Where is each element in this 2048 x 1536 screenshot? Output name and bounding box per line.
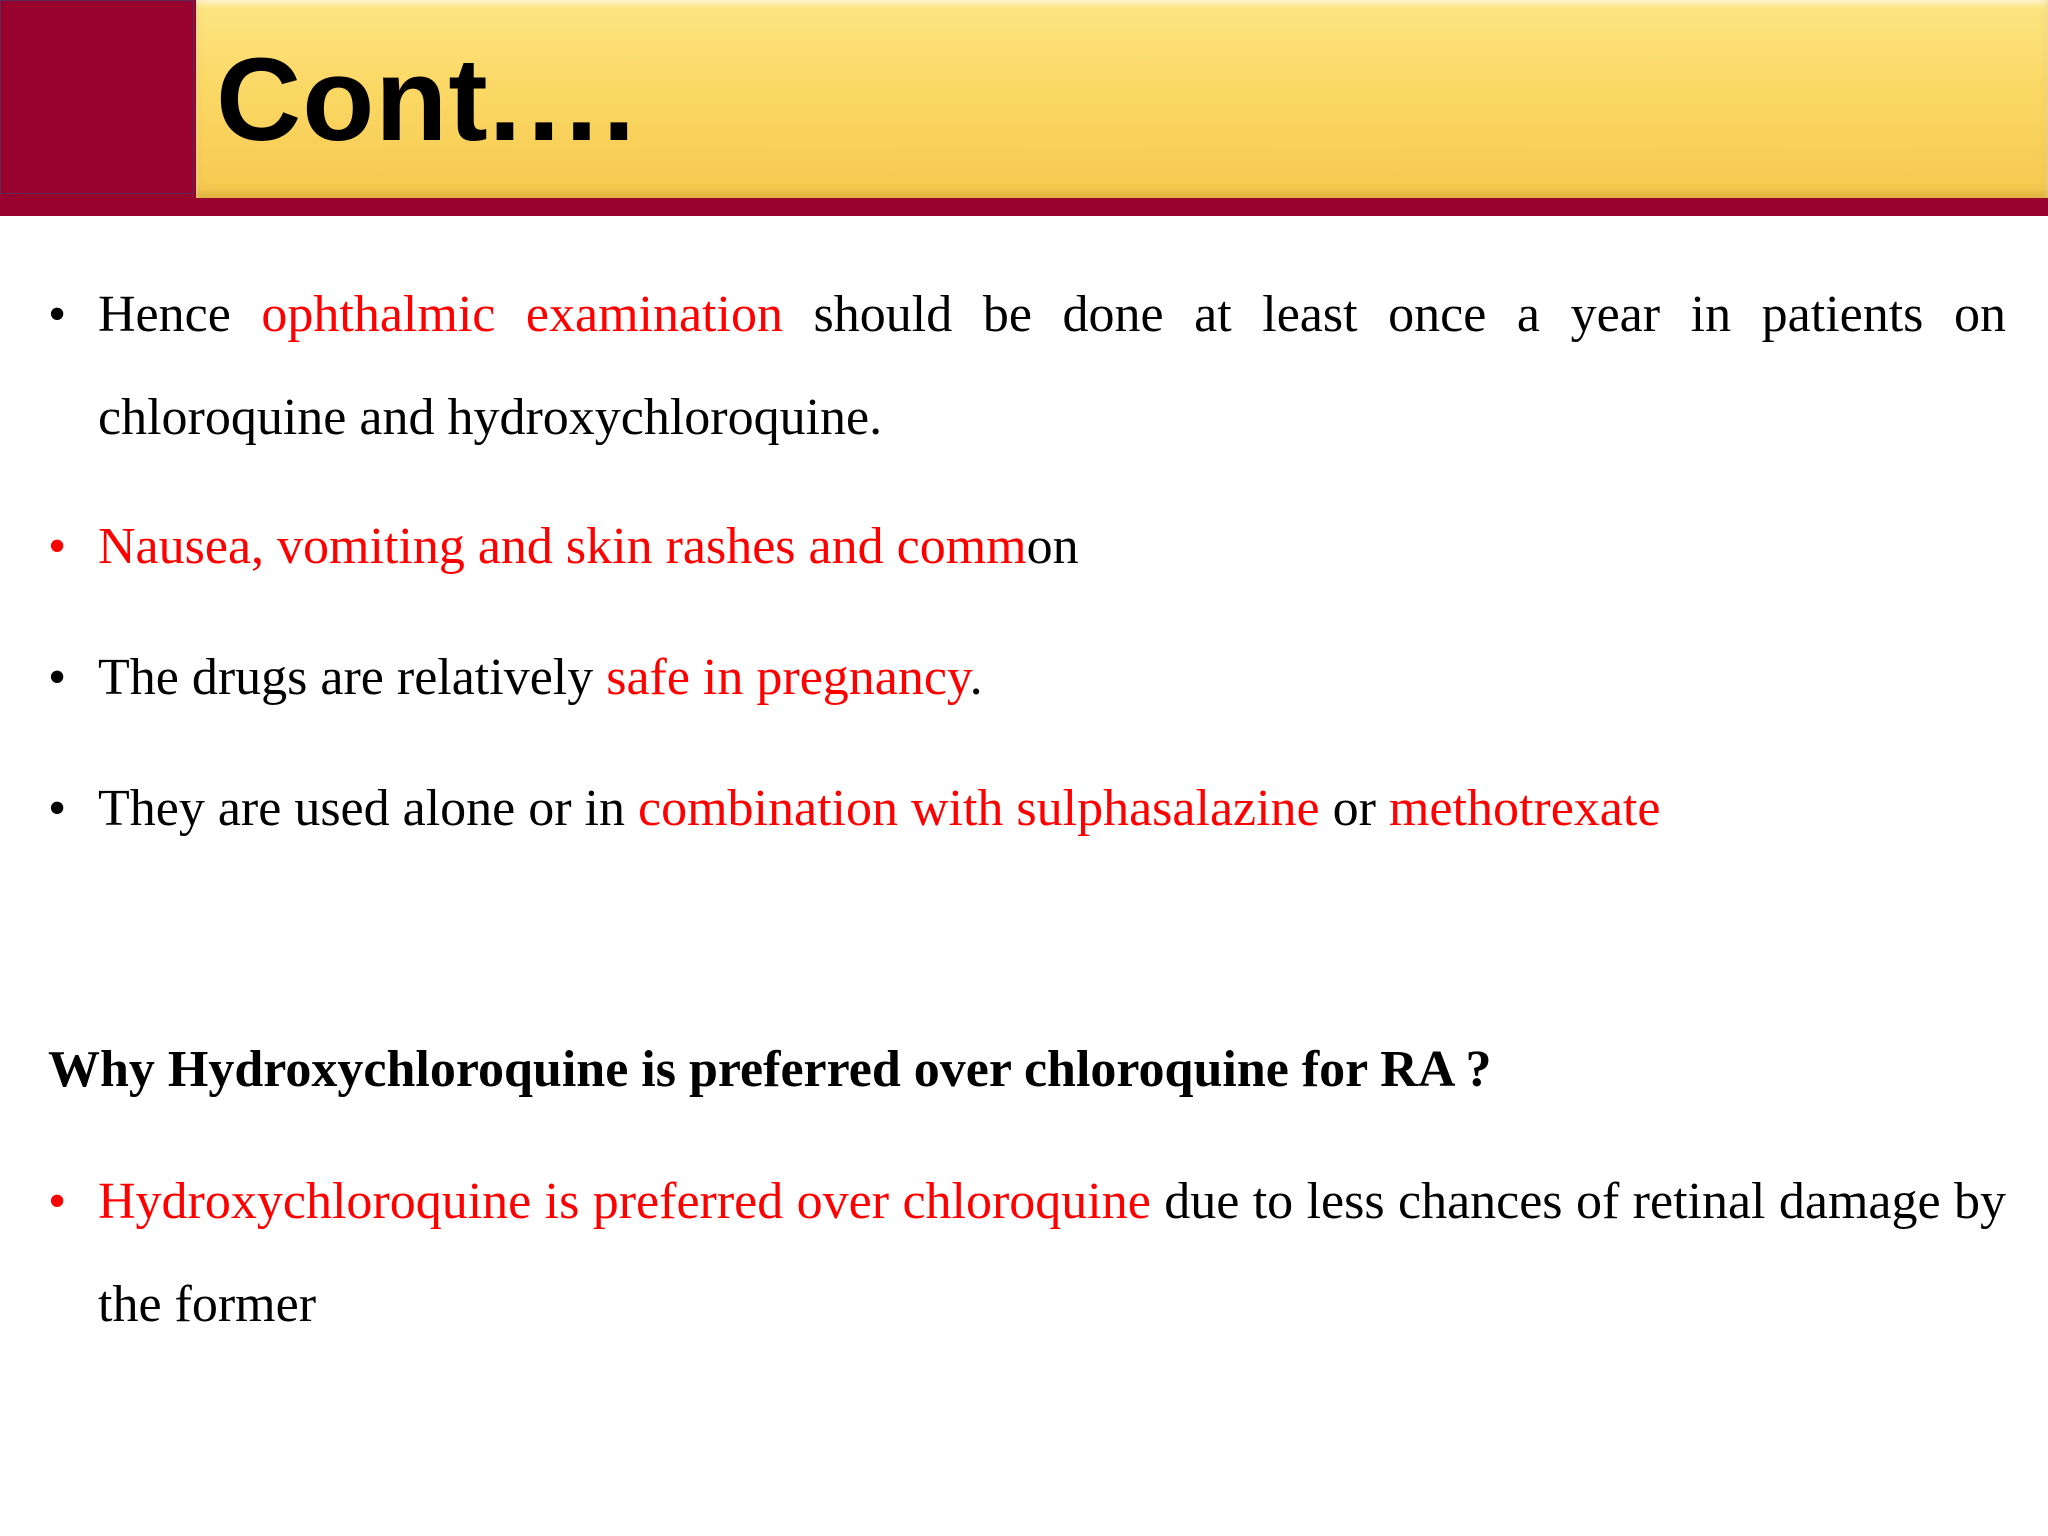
bullet-side-effects <box>48 495 2006 598</box>
bullet-pregnancy <box>48 626 2006 729</box>
text-segment: should be done at least once a year in patients on chloroquine and hydroxychloroquine. <box>98 286 2006 446</box>
text-segment: due to less chances of retinal damage by the former <box>98 1173 2006 1333</box>
bullet-text <box>98 263 2006 469</box>
text-segment: They are used alone or in <box>98 780 639 837</box>
bullet-hydroxychloroquine-preferred <box>48 1150 2006 1356</box>
text-segment: on <box>1026 518 1079 575</box>
highlighted-text-segment: combination with sulphasalazine <box>638 780 1320 837</box>
text-segment: The drugs are relatively <box>98 649 607 706</box>
text-segment: Hence <box>98 286 262 343</box>
bullet-dot: • <box>48 518 67 575</box>
bullet-text <box>98 495 2006 598</box>
text-segment: . <box>969 649 983 706</box>
question-heading: Why Hydroxychloroquine is preferred over chloroquine for RA ? <box>48 1041 1492 1098</box>
highlighted-text-segment: safe in pregnancy <box>606 649 970 706</box>
bullet-text <box>98 757 2006 860</box>
slide-title: Cont.… <box>216 34 642 166</box>
header-accent-block <box>0 0 194 194</box>
highlighted-text-segment: methotrexate <box>1388 780 1661 837</box>
highlighted-text-segment: ophthalmic examination <box>261 286 783 343</box>
bullet-text <box>98 626 2006 729</box>
highlighted-text-segment: Nausea, vomiting and skin rashes and comm <box>98 518 1027 575</box>
highlighted-text-segment: Hydroxychloroquine is preferred over chloroquine <box>98 1173 1151 1230</box>
bullet-ophthalmic-exam <box>48 263 2006 469</box>
bullet-dot: • <box>48 1173 67 1230</box>
bullet-dot: • <box>48 649 67 706</box>
bullet-dot: • <box>48 286 67 343</box>
text-segment: or <box>1319 780 1389 837</box>
bullet-combination <box>48 757 2006 860</box>
bullet-dot: • <box>48 780 67 837</box>
bullet-text <box>98 1150 2006 1356</box>
